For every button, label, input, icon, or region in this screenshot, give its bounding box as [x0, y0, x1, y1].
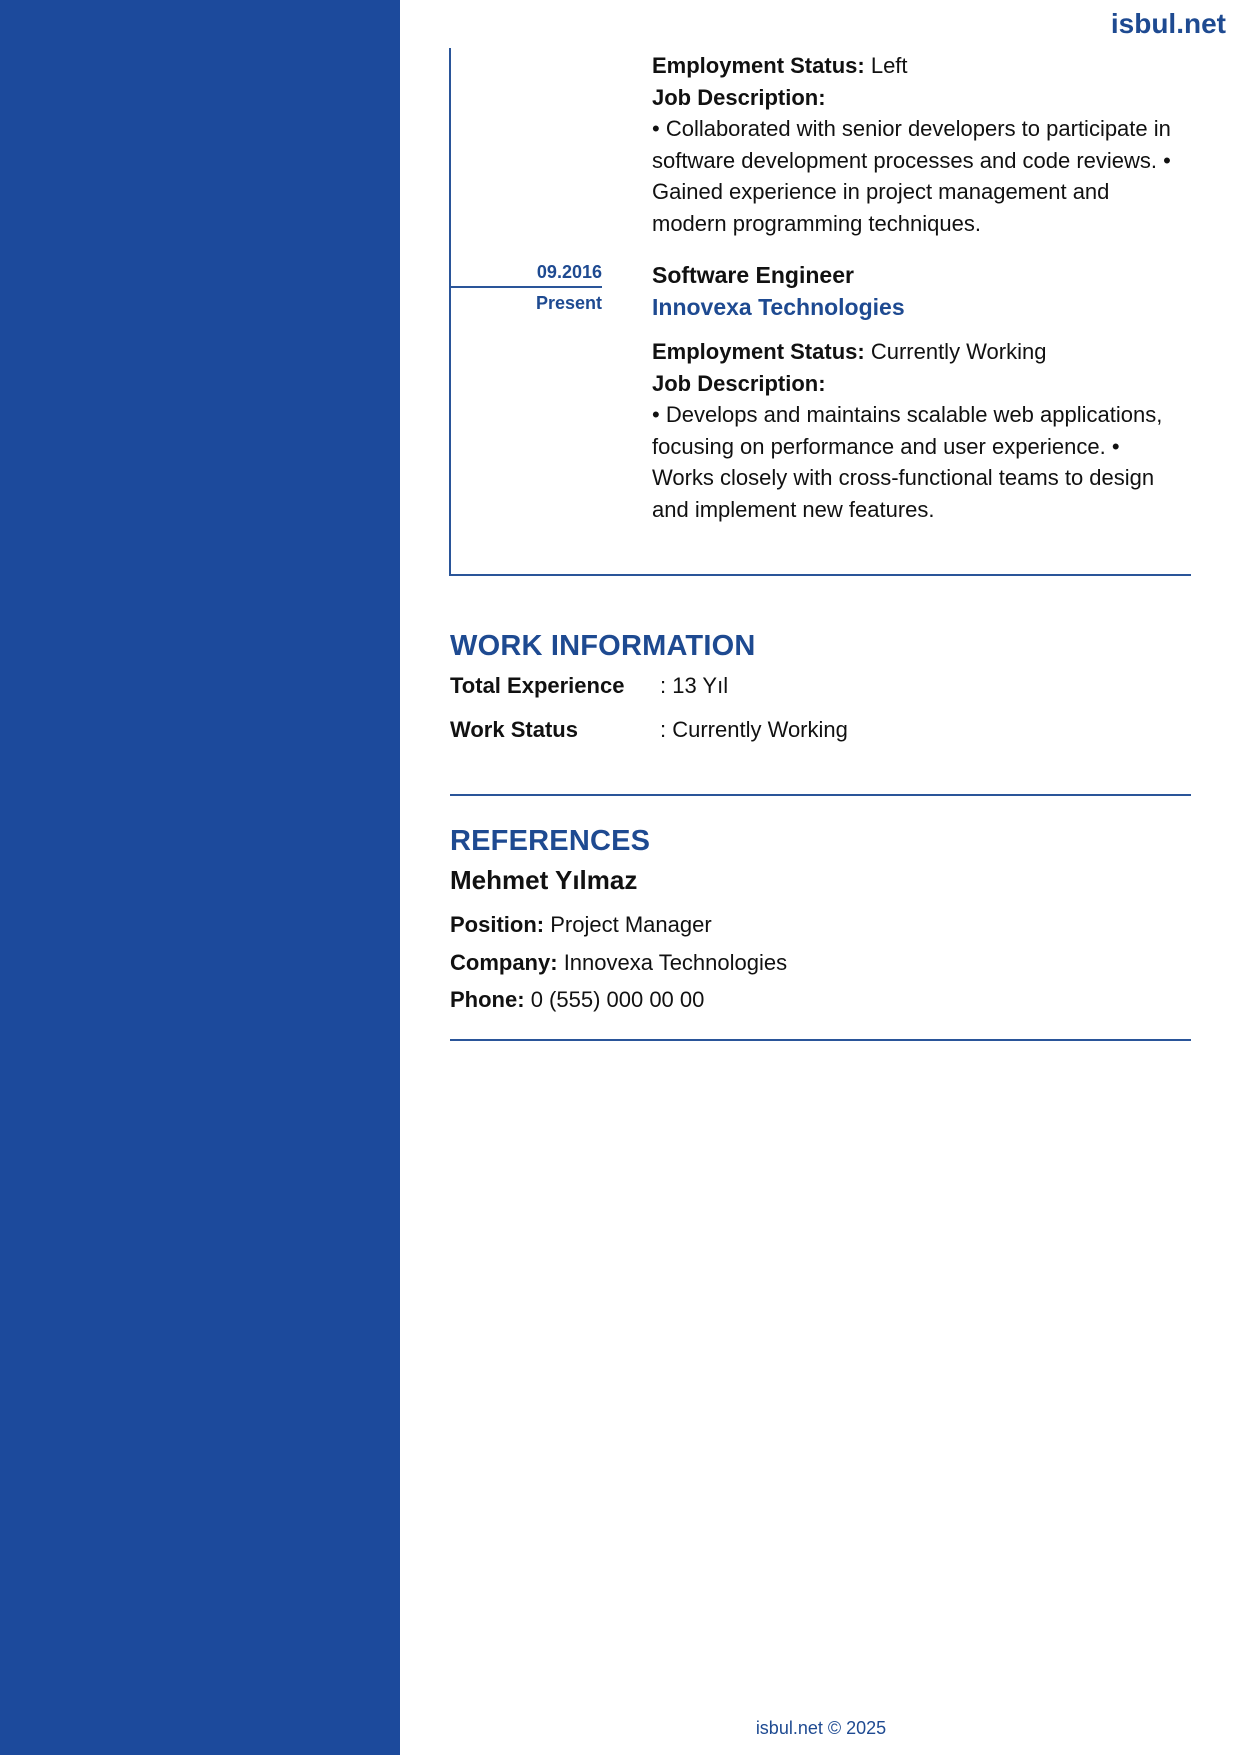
reference-company: [450, 950, 787, 976]
current-job-description-label: Job Description:: [652, 370, 826, 396]
reference-phone-label: Phone:: [450, 987, 525, 1012]
reference-position: [450, 912, 712, 938]
references-heading: REFERENCES: [450, 825, 651, 857]
page-footer: isbul.net © 2025: [755, 1718, 887, 1738]
work-information-divider: [450, 794, 1191, 796]
reference-company-label: Company:: [450, 950, 558, 975]
work-information-heading: WORK INFORMATION: [450, 630, 756, 662]
info-value: : 13 Yıl: [660, 673, 729, 698]
current-job-status: [652, 336, 1172, 368]
previous-job-status: [652, 50, 1172, 82]
previous-job-status-value: Left: [870, 53, 908, 78]
reference-position-value: Project Manager: [550, 912, 712, 937]
current-job-company: Innovexa Technologies: [652, 294, 905, 320]
previous-job-details: [652, 50, 1172, 239]
reference-position-label: Position:: [450, 912, 545, 937]
current-job-title: Software Engineer: [652, 262, 854, 288]
sidebar-panel: [0, 0, 400, 1755]
info-value: : Currently Working: [660, 717, 848, 742]
current-job-status-value: Currently Working: [870, 339, 1047, 364]
current-job-details: [652, 336, 1172, 525]
current-job-end-date: Present: [535, 293, 602, 313]
current-job-start-date: 09.2016: [536, 262, 602, 282]
info-label: Work Status: [450, 717, 578, 742]
current-job-date-range: [449, 261, 602, 314]
reference-company-value: Innovexa Technologies: [563, 950, 788, 975]
current-job-status-label: Employment Status:: [652, 339, 865, 364]
previous-job-status-label: Employment Status:: [652, 53, 865, 78]
previous-job-description: • Collaborated with senior developers to participate in software development processes and code reviews. • Gained experience in project management and modern programming techniques.: [652, 116, 1171, 236]
brand-logo-text[interactable]: isbul.net: [1110, 8, 1226, 39]
current-job-description: • Develops and maintains scalable web applications, focusing on performance and user experience. • Works closely with cross-functional teams to design and implement new features.: [652, 402, 1163, 522]
reference-name: Mehmet Yılmaz: [450, 865, 638, 895]
timeline-bottom-divider: [449, 574, 1191, 576]
date-divider: [449, 286, 602, 288]
reference-phone-value: 0 (555) 000 00 00: [530, 987, 705, 1012]
info-label: Total Experience: [450, 673, 625, 698]
references-divider: [450, 1039, 1191, 1041]
previous-job-description-label: Job Description:: [652, 84, 826, 110]
reference-phone: [450, 987, 704, 1013]
